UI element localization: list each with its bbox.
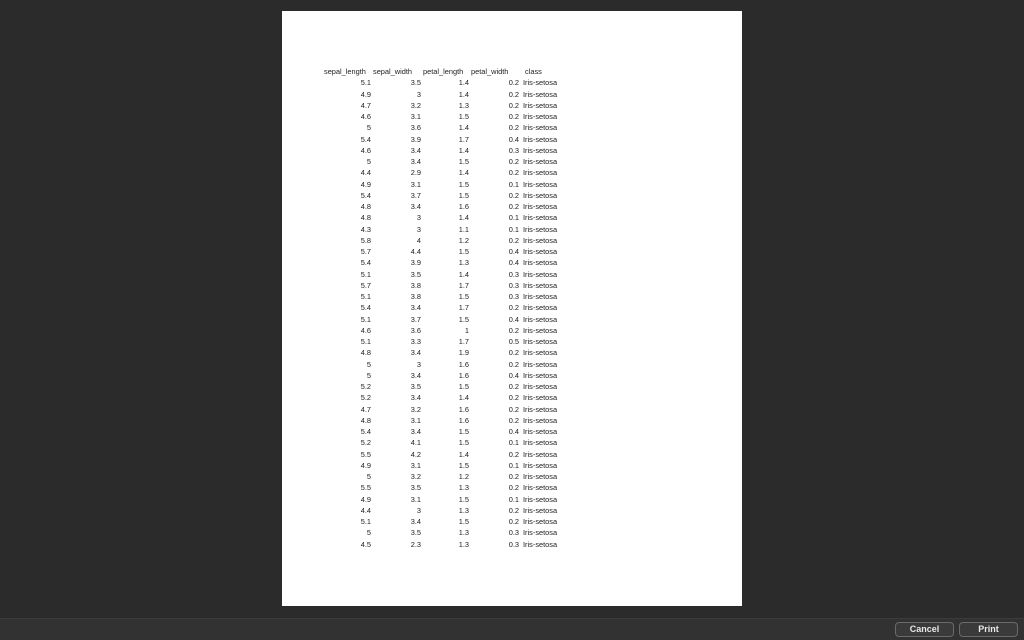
table-cell: 1.5	[458, 190, 469, 200]
table-cell: 4.5	[360, 539, 371, 549]
table-cell: 1.4	[458, 89, 469, 99]
table-cell: 3.5	[410, 483, 421, 493]
table-cell: 3.6	[410, 123, 421, 133]
table-cell: 0.1	[508, 179, 519, 189]
table-cell: 5.1	[360, 269, 371, 279]
table-cell: 1.4	[458, 145, 469, 155]
cancel-button[interactable]: Cancel	[895, 622, 954, 637]
table-cell: Iris-setosa	[523, 112, 558, 121]
table-cell: 1.6	[458, 404, 469, 414]
table-cell: 3.4	[410, 427, 421, 436]
table-cell: 5	[366, 472, 371, 481]
table-cell: 4.6	[360, 325, 371, 335]
table-cell: 5.1	[360, 292, 371, 301]
table-cell: 3.4	[410, 517, 421, 526]
table-row	[324, 347, 585, 358]
table-cell: 5.2	[360, 382, 371, 391]
table-cell: 4.6	[360, 112, 371, 121]
table-cell: 3.2	[410, 100, 421, 110]
table-cell: Iris-setosa	[523, 280, 558, 290]
table-cell: 0.2	[508, 123, 519, 133]
table-cell: Iris-setosa	[523, 472, 558, 481]
table-cell: 3.4	[410, 370, 421, 380]
table-row	[324, 280, 585, 291]
table-cell: 5.4	[360, 427, 371, 436]
table-cell: 0.2	[508, 112, 519, 121]
table-cell: 0.2	[508, 382, 519, 391]
table-row	[324, 494, 585, 505]
column-header: sepal_width	[373, 67, 413, 76]
table-cell: 5	[366, 370, 371, 380]
table-row	[324, 122, 585, 133]
table-cell: Iris-setosa	[523, 314, 558, 324]
table-cell: 5	[366, 359, 371, 369]
table-cell: Iris-setosa	[523, 213, 558, 223]
table-cell: 3.4	[410, 145, 421, 155]
table-row	[324, 381, 585, 392]
table-cell: 3.4	[410, 348, 421, 358]
table-row	[324, 145, 585, 156]
table-cell: Iris-setosa	[523, 483, 558, 493]
table-row	[324, 100, 585, 111]
table-cell: Iris-setosa	[523, 100, 558, 110]
table-cell: Iris-setosa	[523, 382, 558, 391]
table-cell: 1.3	[458, 258, 469, 268]
table-cell: 4.3	[360, 224, 371, 234]
table-cell: 5.7	[360, 280, 371, 290]
table-cell: 1.5	[458, 292, 469, 301]
table-row	[324, 77, 585, 88]
table-cell: 0.2	[508, 325, 519, 335]
table-cell: 4.9	[360, 179, 371, 189]
table-cell: 5.4	[360, 303, 371, 313]
table-cell: 1.5	[458, 314, 469, 324]
table-cell: 0.2	[508, 404, 519, 414]
table-header-row	[324, 66, 585, 77]
table-cell: 0.2	[508, 472, 519, 481]
table-cell: 3.6	[410, 325, 421, 335]
table-cell: 3.8	[410, 292, 421, 301]
table-cell: 4.6	[360, 145, 371, 155]
table-row	[324, 449, 585, 460]
print-button[interactable]: Print	[959, 622, 1018, 637]
table-cell: 5	[366, 528, 371, 538]
table-cell: 4.8	[360, 415, 371, 425]
table-cell: 0.3	[508, 269, 519, 279]
table-row	[324, 269, 585, 280]
table-cell: Iris-setosa	[523, 235, 558, 245]
table-cell: 5.4	[360, 190, 371, 200]
table-cell: Iris-setosa	[523, 202, 558, 211]
table-cell: Iris-setosa	[523, 258, 558, 268]
table-cell: 3.9	[410, 134, 421, 144]
table-cell: 4.8	[360, 213, 371, 223]
table-cell: Iris-setosa	[523, 145, 558, 155]
table-cell: 5.5	[360, 483, 371, 493]
table-cell: 5.1	[360, 78, 371, 88]
table-row	[324, 370, 585, 381]
table-cell: 0.4	[508, 314, 519, 324]
table-cell: Iris-setosa	[523, 123, 558, 133]
table-cell: 4.7	[360, 100, 371, 110]
table-cell: 4	[416, 235, 421, 245]
table-cell: 3.2	[410, 472, 421, 481]
table-row	[324, 224, 585, 235]
table-cell: Iris-setosa	[523, 427, 558, 436]
table-row	[324, 111, 585, 122]
table-cell: 3.4	[410, 202, 421, 211]
table-cell: Iris-setosa	[523, 224, 558, 234]
table-cell: 1.2	[458, 235, 469, 245]
table-cell: 4.9	[360, 460, 371, 470]
table-cell: 1.5	[458, 438, 469, 448]
table-cell: 0.5	[508, 337, 519, 346]
table-cell: 0.2	[508, 393, 519, 403]
table-cell: 5	[366, 157, 371, 166]
table-cell: 4.8	[360, 202, 371, 211]
table-cell: 1.1	[458, 224, 469, 234]
table-cell: 1.6	[458, 370, 469, 380]
table-row	[324, 156, 585, 167]
table-cell: Iris-setosa	[523, 78, 558, 88]
table-cell: 4.7	[360, 404, 371, 414]
table-cell: 1.9	[458, 348, 469, 358]
table-row	[324, 201, 585, 212]
table-cell: Iris-setosa	[523, 539, 558, 549]
table-cell: 1.5	[458, 427, 469, 436]
table-row	[324, 89, 585, 100]
table-row	[324, 291, 585, 302]
table-row	[324, 359, 585, 370]
table-cell: Iris-setosa	[523, 359, 558, 369]
preview-page	[282, 11, 742, 606]
table-cell: 3.5	[410, 78, 421, 88]
table-cell: 1.5	[458, 494, 469, 504]
table-cell: 4.4	[360, 168, 371, 178]
table-cell: Iris-setosa	[523, 337, 558, 346]
table-cell: Iris-setosa	[523, 168, 558, 178]
table-row	[324, 212, 585, 223]
table-cell: 1.5	[458, 112, 469, 121]
table-cell: 3	[416, 224, 421, 234]
table-cell: 4.1	[410, 438, 421, 448]
table-row	[324, 190, 585, 201]
table-cell: 0.1	[508, 494, 519, 504]
table-cell: Iris-setosa	[523, 415, 558, 425]
table-cell: Iris-setosa	[523, 505, 558, 515]
table-cell: 3.4	[410, 157, 421, 166]
table-cell: 3.1	[410, 112, 421, 121]
table-cell: 3.4	[410, 393, 421, 403]
table-cell: 4.9	[360, 494, 371, 504]
table-cell: 3.8	[410, 280, 421, 290]
table-cell: Iris-setosa	[523, 247, 558, 256]
table-cell: 3.5	[410, 269, 421, 279]
table-row	[324, 437, 585, 448]
table-cell: 2.3	[410, 539, 421, 549]
table-cell: 3.9	[410, 258, 421, 268]
table-cell: 0.2	[508, 303, 519, 313]
table-row	[324, 426, 585, 437]
table-cell: 0.3	[508, 528, 519, 538]
table-cell: 1.3	[458, 505, 469, 515]
table-cell: 0.1	[508, 224, 519, 234]
table-cell: 0.4	[508, 247, 519, 256]
table-cell: 1.4	[458, 393, 469, 403]
table-cell: 1.5	[458, 517, 469, 526]
table-cell: 1.4	[458, 269, 469, 279]
column-header: petal_length	[423, 67, 464, 76]
table-row	[324, 325, 585, 336]
table-cell: 1.5	[458, 179, 469, 189]
table-cell: 4.4	[360, 505, 371, 515]
table-cell: 0.2	[508, 505, 519, 515]
table-cell: Iris-setosa	[523, 393, 558, 403]
table-cell: 0.4	[508, 134, 519, 144]
table-cell: 5.4	[360, 258, 371, 268]
column-header: sepal_length	[324, 67, 366, 76]
table-cell: Iris-setosa	[523, 517, 558, 526]
table-cell: 0.2	[508, 348, 519, 358]
table-row	[324, 516, 585, 527]
table-row	[324, 471, 585, 482]
table-cell: 3	[416, 505, 421, 515]
table-row	[324, 505, 585, 516]
table-cell: 1.3	[458, 539, 469, 549]
table-cell: 3.7	[410, 190, 421, 200]
table-cell: 5.4	[360, 134, 371, 144]
table-cell: 1.4	[458, 213, 469, 223]
table-row	[324, 179, 585, 190]
table-cell: 1.4	[458, 449, 469, 459]
table-row	[324, 527, 585, 538]
table-row	[324, 134, 585, 145]
table-cell: 3	[416, 359, 421, 369]
table-row	[324, 392, 585, 403]
table-cell: 3	[416, 89, 421, 99]
table-cell: 0.3	[508, 539, 519, 549]
table-cell: Iris-setosa	[523, 303, 558, 313]
table-cell: 1.2	[458, 472, 469, 481]
table-cell: 0.1	[508, 213, 519, 223]
table-cell: 1.6	[458, 359, 469, 369]
table-cell: 0.2	[508, 190, 519, 200]
table-cell: 4.4	[410, 247, 421, 256]
column-header: petal_width	[471, 67, 509, 76]
table-cell: 3.2	[410, 404, 421, 414]
table-row	[324, 404, 585, 415]
table-cell: Iris-setosa	[523, 190, 558, 200]
table-cell: 5.7	[360, 247, 371, 256]
table-cell: 0.3	[508, 292, 519, 301]
table-cell: 3.4	[410, 303, 421, 313]
table-cell: Iris-setosa	[523, 449, 558, 459]
table-cell: Iris-setosa	[523, 438, 558, 448]
table-row	[324, 302, 585, 313]
table-cell: 0.2	[508, 100, 519, 110]
table-cell: Iris-setosa	[523, 89, 558, 99]
table-cell: Iris-setosa	[523, 269, 558, 279]
table-cell: 3	[416, 213, 421, 223]
table-cell: 3.5	[410, 528, 421, 538]
table-cell: 5.2	[360, 393, 371, 403]
table-row	[324, 257, 585, 268]
table-cell: 5.1	[360, 337, 371, 346]
table-cell: 0.1	[508, 460, 519, 470]
table-cell: Iris-setosa	[523, 494, 558, 504]
table-cell: 5.5	[360, 449, 371, 459]
table-cell: 5.1	[360, 314, 371, 324]
table-cell: Iris-setosa	[523, 179, 558, 189]
table-cell: Iris-setosa	[523, 404, 558, 414]
table-cell: Iris-setosa	[523, 370, 558, 380]
table-cell: Iris-setosa	[523, 157, 558, 166]
table-row	[324, 246, 585, 257]
table-row	[324, 539, 585, 550]
table-cell: 0.2	[508, 202, 519, 211]
table-cell: 1.4	[458, 78, 469, 88]
table-cell: 1.7	[458, 280, 469, 290]
table-cell: 5	[366, 123, 371, 133]
table-cell: 3.5	[410, 382, 421, 391]
table-cell: 3.1	[410, 494, 421, 504]
table-cell: 5.2	[360, 438, 371, 448]
table-cell: 3.7	[410, 314, 421, 324]
table-cell: 1.5	[458, 460, 469, 470]
table-cell: 3.3	[410, 337, 421, 346]
table-row	[324, 167, 585, 178]
table-cell: 1.5	[458, 247, 469, 256]
print-dialog-footer	[0, 618, 1024, 640]
table-cell: Iris-setosa	[523, 528, 558, 538]
table-cell: 5.8	[360, 235, 371, 245]
table-cell: 0.4	[508, 258, 519, 268]
table-cell: 1.6	[458, 202, 469, 211]
table-cell: 0.4	[508, 427, 519, 436]
table-cell: Iris-setosa	[523, 460, 558, 470]
table-row	[324, 235, 585, 246]
table-cell: 5.1	[360, 517, 371, 526]
table-cell: 1.3	[458, 100, 469, 110]
table-row	[324, 415, 585, 426]
table-cell: 0.2	[508, 78, 519, 88]
table-cell: 1.4	[458, 123, 469, 133]
table-cell: 4.2	[410, 449, 421, 459]
table-cell: 1.7	[458, 337, 469, 346]
table-cell: 0.2	[508, 449, 519, 459]
table-cell: 1.3	[458, 483, 469, 493]
table-cell: 0.2	[508, 235, 519, 245]
table-cell: 1.5	[458, 382, 469, 391]
table-cell: Iris-setosa	[523, 292, 558, 301]
table-cell: 0.2	[508, 89, 519, 99]
table-cell: 1.6	[458, 415, 469, 425]
table-cell: 0.2	[508, 359, 519, 369]
table-cell: 4.9	[360, 89, 371, 99]
table-row	[324, 460, 585, 471]
table-cell: 0.3	[508, 280, 519, 290]
table-cell: 0.2	[508, 483, 519, 493]
table-cell: 1.5	[458, 157, 469, 166]
table-cell: 0.3	[508, 145, 519, 155]
table-cell: 0.2	[508, 517, 519, 526]
table-body	[324, 77, 585, 550]
table-cell: 3.1	[410, 179, 421, 189]
table-cell: 4.8	[360, 348, 371, 358]
table-cell: 2.9	[410, 168, 421, 178]
table-cell: Iris-setosa	[523, 325, 558, 335]
table-cell: 3.1	[410, 415, 421, 425]
table-cell: 1	[464, 325, 469, 335]
table-row	[324, 482, 585, 493]
table-cell: Iris-setosa	[523, 134, 558, 144]
table-row	[324, 336, 585, 347]
table-cell: Iris-setosa	[523, 348, 558, 358]
table-cell: 0.2	[508, 415, 519, 425]
table-row	[324, 314, 585, 325]
table-cell: 0.2	[508, 157, 519, 166]
table-cell: 3.1	[410, 460, 421, 470]
data-table	[324, 66, 585, 550]
table-cell: 0.4	[508, 370, 519, 380]
table-cell: 0.2	[508, 168, 519, 178]
table-cell: 1.3	[458, 528, 469, 538]
table-cell: 0.1	[508, 438, 519, 448]
table-cell: 1.7	[458, 303, 469, 313]
column-header: class	[525, 67, 542, 76]
table-cell: 1.7	[458, 134, 469, 144]
table-cell: 1.4	[458, 168, 469, 178]
